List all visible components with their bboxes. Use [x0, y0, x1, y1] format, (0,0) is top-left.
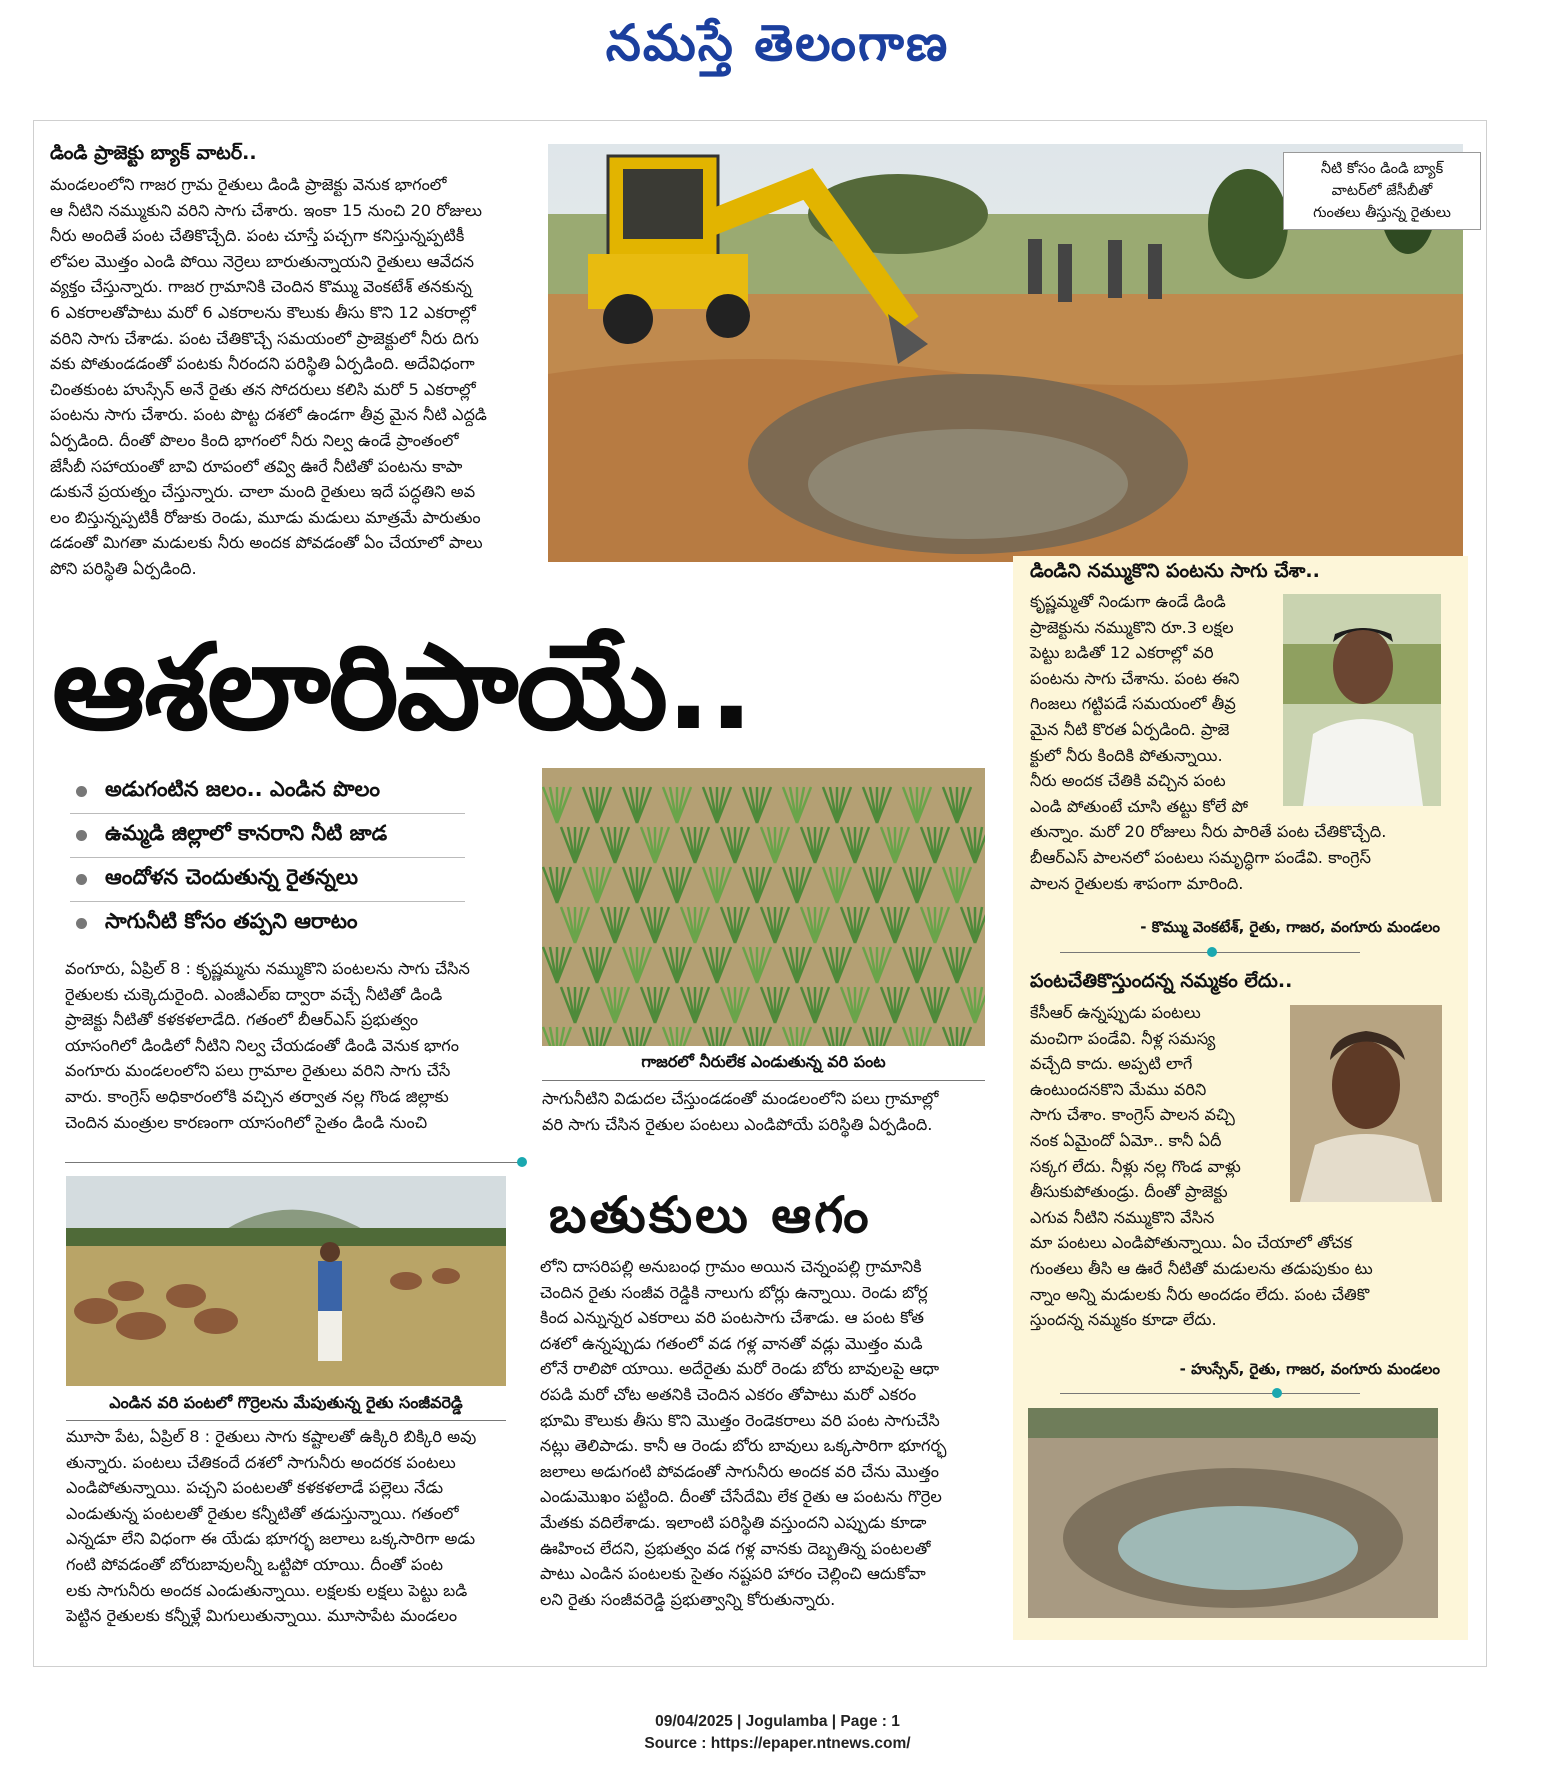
text-line: పెట్టు బడితో 12 ఎకరాల్లో వరి [1030, 643, 1214, 663]
sidebar1-signature: - కొమ్ము వెంకటేశ్, రైతు, గాజర, వంగూరు మండలం [1140, 918, 1440, 936]
jcb-caption [1283, 152, 1481, 230]
text-line: ఆ నీటిని నమ్ముకుని వరిని సాగు చేశారు. ఇంకా 15 నుంచి 20 రోజులు [50, 200, 482, 220]
text-line: డడంతో మిగతా మడులకు నీరు అందక పోవడంతో ఏం చేయాలో పాలు [50, 533, 483, 553]
text-line: సాగు చేశాం. కాంగ్రెస్ పాలన వచ్చి [1030, 1105, 1235, 1125]
text-line: యాసంగిలో డిండిలో నీటిని నిల్వ చేయడంతో డిండి వెనుక భాగం [65, 1035, 459, 1055]
text-line: నీరు అందితే పంట చేతికొచ్చేది. పంట చూస్తే పచ్చగా కనిస్తున్నప్పటికీ [50, 226, 465, 246]
text-line: పెట్టిన రైతులకు కన్నీళ్లే మిగులుతున్నాయి. మూసాపేట మండలం [66, 1606, 458, 1626]
sidebar2-body [1030, 1000, 1450, 1333]
text-line: ఏర్పడింది. దీంతో పొలం కింది భాగంలో నీరు నిల్వ ఉండే ప్రాంతంలో [50, 430, 459, 450]
water-pit-photo [1028, 1408, 1438, 1618]
text-line: లకు సాగునీరు అందక ఎండుతున్నాయి. లక్షలకు లక్షలు పెట్టు బడి [66, 1580, 468, 1600]
goats-caption: ఎండిన వరి పంటలో గొర్రెలను మేపుతున్న రైతు సంజీవరెడ్డి [109, 1393, 463, 1412]
text-line: లోని దాసరిపల్లి అనుబంధ గ్రామం అయిన చెన్నంపల్లి గ్రామానికి [540, 1257, 922, 1276]
text-line: మంచిగా పండేవి. నీళ్ల సమస్య [1030, 1028, 1216, 1048]
ornament-icon [517, 1157, 527, 1167]
text-line: జలాలు అడుగంటి పోవడంతో సాగునీరు అందక వరి చేను మొత్తం [540, 1461, 940, 1481]
jcb-caption-line-1: నీటి కోసం డిండి బ్యాక్ [1320, 161, 1444, 177]
main-story-body [65, 956, 525, 1135]
bullet-text: సాగునీటి కోసం తప్పని ఆరాటం [105, 908, 358, 933]
masthead: నమస్తే తెలంగాణ [605, 14, 950, 72]
text-line: మండలంలోని గాజర గ్రామ రైతులు డిండి ప్రాజెక్టు వెనుక భాగంలో [50, 175, 447, 194]
text-line: తీసుకుపోతుండ్రు. దీంతో ప్రాజెక్టు [1030, 1182, 1228, 1202]
bullet-text: ఉమ్మడి జిల్లాలో కానరాని నీటి జాడ [105, 820, 388, 845]
headline: ఆశలారిపాయే.. [52, 618, 752, 756]
dry-paddy-image [542, 768, 985, 1046]
text-line: తున్నారు. పంటలు చేతికందే దశలో సాగునీరు అందరక పంటలు [66, 1452, 456, 1472]
text-line: నట్లు తెలిపాడు. కానీ ఆ రెండు బోరు బావులు ఒక్కసారిగా భూగర్భ [540, 1436, 947, 1456]
text-line: ఉంటుందనకొని మేము వరిని [1030, 1079, 1207, 1099]
jcb-caption-line-3: గుంతలు తీస్తున్న రైతులు [1313, 205, 1451, 221]
paddy-story-body [542, 1086, 985, 1137]
text-line: ఎండుతున్న పంటలతో రైతుల కన్నీటితో తడుస్తున్నాయి. గతంలో [66, 1503, 459, 1523]
bullet-dot-icon [76, 918, 87, 929]
text-line: మూసా పేట, ఏప్రిల్ 8 : రైతులు సాగు కష్టాలతో ఉక్కిరి బిక్కిరి అవు [66, 1427, 477, 1446]
text-line: భూమి కౌలుకు తీసు కొని మొత్తం రెండెకరాలు వరి పంట సాగుచేసి [540, 1410, 940, 1430]
subhead: బతుకులు ఆగం [549, 1186, 872, 1244]
text-line: పాలన రైతులకు శాపంగా మారింది. [1030, 873, 1244, 893]
bullet-item [70, 814, 465, 858]
text-line: జేసీబీ సహాయంతో బావి రూపంలో తవ్వి ఊరే నీటితో పంటను కాపా [50, 456, 463, 476]
divider [65, 1162, 525, 1163]
paddy-caption: గాజరలో నీరులేక ఎండుతున్న వరి పంట [641, 1052, 886, 1071]
ornament-icon [1207, 947, 1217, 957]
goats-grazing-image [66, 1176, 506, 1386]
text-line: వంగూరు మండలంలోని పలు గ్రామాల రైతులు వరిని సాగు చేసే [65, 1061, 451, 1081]
text-line: సాగునీటిని విడుదల చేస్తుండడంతో మండలంలోని పలు గ్రామాల్లో [542, 1089, 939, 1108]
text-line: పంటను సాగు చేశాను. పంట ఈని [1030, 668, 1240, 688]
footer-source-line: Source : https://epaper.ntnews.com/ [644, 1735, 911, 1752]
water-pit-image [1028, 1408, 1438, 1618]
text-line: నంక ఏమైందో ఏమో.. కానీ ఏదీ [1030, 1130, 1222, 1150]
text-line: ఎగువ నీటిని నమ్ముకొని వేసిన [1030, 1207, 1215, 1227]
text-line: లోనే రాలిపో యాయి. అదేరైతు మరో రెండు బోరు బావులపై ఆధా [540, 1359, 940, 1379]
text-line: ఎండిపోతున్నాయి. పచ్చని పంటలతో కళకళలాడే పల్లెలు నేడు [66, 1478, 444, 1498]
text-line: ప్రాజెక్టు నీటితో కళకళలాడేది. గతంలో బీఆర్‌ఎస్ ప్రభుత్వం [65, 1010, 419, 1030]
text-line: గంటి పోవడంతో బోరుబావులన్నీ ఒట్టిపో యాయి. దీంతో పంట [66, 1554, 444, 1574]
sidebar1-heading: డిండిని నమ్ముకొని పంటను సాగు చేశా.. [1030, 560, 1320, 582]
text-line: వంగూరు, ఏప్రిల్ 8 : కృష్ణమ్మను నమ్ముకొని పంటలను సాగు చేసిన [65, 959, 470, 978]
text-line: న్నాం అన్ని మడులకు నీరు అందడం లేదు. పంట చేతికొ [1030, 1284, 1370, 1304]
text-line: చెందిన మంత్రుల కారణంగా యాసంగిలో సైతం డిండి నుంచి [65, 1112, 428, 1132]
paddy-photo [542, 768, 985, 1046]
divider [1060, 1393, 1360, 1394]
text-line: పాటు ఎండిన పంటలకు సైతం నష్టపరి హారం చెల్లించి ఆదుకోవా [540, 1564, 926, 1584]
text-line: ఊహించ లేదని, ప్రభుత్వం వడ గళ్ల వానకు దెబ్బతిన్న పంటలతో [540, 1538, 931, 1558]
sidebar1-body [1030, 589, 1450, 896]
divider [542, 1080, 985, 1081]
ornament-icon [1272, 1388, 1282, 1398]
bullet-dot-icon [76, 874, 87, 885]
top-story-body [50, 172, 540, 582]
sidebar2-signature: - హుస్సేన్, రైతు, గాజర, వంగూరు మండలం [1179, 1360, 1440, 1378]
text-line: వ్యక్తం చేస్తున్నారు. గాజర గ్రామానికి చెందిన కొమ్ము వెంకటేశ్ తనకున్న [50, 277, 472, 297]
text-line: మేతకు వదిలేశాడు. ఇలాంటి పరిస్థితి వస్తుందని ఎప్పుడు కూడా [540, 1512, 927, 1532]
text-line: మా పంటలు ఎండిపోతున్నాయి. ఏం చేయాలో తోచక [1030, 1233, 1353, 1253]
bullet-item [70, 858, 465, 902]
text-line: 6 ఎకరాలతోపాటు మరో 6 ఎకరాలను కౌలుకు తీసు కొని 12 ఎకరాల్లో [50, 302, 476, 322]
bullet-text: ఆందోళన చెందుతున్న రైతన్నలు [105, 864, 358, 889]
sidebar2-heading: పంటచేతికొస్తుందన్న నమ్మకం లేదు.. [1030, 970, 1293, 992]
text-line: తున్నాం. మరో 20 రోజులు నీరు పారితే పంట చేతికొచ్చేది. [1030, 822, 1387, 842]
text-line: సక్కగ లేదు. నీళ్లు నల్ల గొండ వాళ్లు [1030, 1156, 1241, 1176]
text-line: వచ్చేది కాదు. అప్పటి లాగే [1030, 1054, 1193, 1074]
bullet-list [70, 770, 465, 945]
text-line: ఎన్నడూ లేని విధంగా ఈ యేడు భూగర్భ జలాలు ఒక్కసారిగా అడు [66, 1529, 476, 1549]
text-line: స్తుందన్న నమ్మకం కూడా లేదు. [1030, 1310, 1217, 1330]
goats-photo [66, 1176, 506, 1386]
text-line: పోని పరిస్థితి ఏర్పడింది. [50, 558, 197, 578]
text-line: కింద ఎన్నున్నర ఎకరాలు వరి పంటసాగు చేశాడు. ఆ పంట కోత [540, 1308, 924, 1328]
musapet-story-body [66, 1424, 516, 1629]
text-line: ఎండి పోతుంటే చూసి తట్టు కోలే పో [1030, 796, 1248, 816]
bullet-dot-icon [76, 786, 87, 797]
jcb-caption-line-2: వాటర్‌లో జేసీబీతో [1331, 183, 1433, 199]
bullet-dot-icon [76, 830, 87, 841]
text-line: వరి సాగు చేసిన రైతుల పంటలు ఎండిపోయే పరిస్థితి ఏర్పడింది. [542, 1114, 933, 1134]
bullet-item [70, 902, 465, 945]
text-line: వరిని సాగు చేశాడు. పంట చేతికొచ్చే సమయంలో ప్రాజెక్టులో నీరు దిగు [50, 328, 479, 348]
text-line: లం బిస్తున్నప్పటికీ రోజుకు రెండు, మూడు మడులు మాత్రమే పారుతుం [50, 507, 481, 527]
footer-date-line: 09/04/2025 | Jogulamba | Page : 1 [655, 1713, 900, 1730]
batukulu-story-body [540, 1254, 992, 1612]
text-line: ఎండుమొఖం పట్టింది. దీంతో చేసేదేమి లేక రైతు ఆ పంటను గొర్రెల [540, 1487, 942, 1507]
text-line: కేసీఆర్ ఉన్నప్పుడు పంటలు [1030, 1003, 1201, 1022]
text-line: నీరు అందక చేతికి వచ్చిన పంట [1030, 771, 1226, 791]
text-line: బీఆర్‌ఎస్ పాలనలో పంటలు సమృద్ధిగా పండేవి. కాంగ్రెస్ [1030, 847, 1371, 867]
bullet-text: అడుగంటిన జలం.. ఎండిన పొలం [105, 776, 380, 801]
text-line: ప్రాజెక్టును నమ్ముకొని రూ.3 లక్షల [1030, 617, 1234, 637]
text-line: కృష్ణమ్మతో నిండుగా ఉండే డిండి [1030, 592, 1226, 611]
text-line: చింతకుంట హుస్సేన్ అనే రైతు తన సోదరులు కలిసి మరో 5 ఎకరాల్లో [50, 379, 476, 399]
text-line: డుకునే ప్రయత్నం చేస్తున్నారు. చాలా మంది రైతులు ఇదే పద్ధతిని అవ [50, 482, 476, 502]
text-line: గింజలు గట్టిపడే సమయంలో తీవ్ర [1030, 694, 1236, 714]
divider [66, 1420, 506, 1421]
text-line: లోపల మొత్తం ఎండి పోయి నెర్రెలు బారుతున్నాయని రైతులు ఆవేదన [50, 251, 474, 271]
text-line: లని రైతు సంజీవరెడ్డి ప్రభుత్వాన్ని కోరుతున్నారు. [540, 1589, 836, 1609]
text-line: గుంతలు తీసి ఆ ఊరే నీటితో మడులను తడుపుకుం టు [1030, 1258, 1373, 1278]
text-line: పంటను సాగు చేశారు. పంట పొట్ట దశలో ఉండగా తీవ్ర మైన నీటి ఎద్దడి [50, 405, 487, 425]
text-line: మైన నీటి కొరత ఏర్పడింది. ప్రాజె [1030, 719, 1230, 739]
top-story-heading: డిండి ప్రాజెక్టు బ్యాక్ వాటర్.. [50, 142, 257, 164]
text-line: దశలో ఉన్నప్పుడు గతంలో వడ గళ్ల వానతో వడ్లు మొత్తం మడి [540, 1333, 923, 1353]
text-line: రైతులకు చుక్కెదురైంది. ఎంజీఎల్‌ఐ ద్వారా వచ్చే నీటితో డిండి [65, 984, 443, 1004]
text-line: క్టులో నీరు కిందికి పోతున్నాయి. [1030, 745, 1223, 765]
text-line: చెందిన రైతు సంజీవ రెడ్డికి నాలుగు బోర్లు ఉన్నాయి. రెండు బోర్ల [540, 1282, 928, 1302]
text-line: రపడి మరో చోట అతనికి చెందిన ఎకరం తోపాటు మరో ఎకరం [540, 1384, 917, 1404]
text-line: వకు పోతుండడంతో పంటకు నీరందని పరిస్థితి ఏర్పడింది. అదేవిధంగా [50, 354, 475, 374]
text-line: వారు. కాంగ్రెస్ అధికారంలోకి వచ్చిన తర్వాత నల్ల గొండ జిల్లాకు [65, 1086, 449, 1106]
bullet-item [70, 770, 465, 814]
